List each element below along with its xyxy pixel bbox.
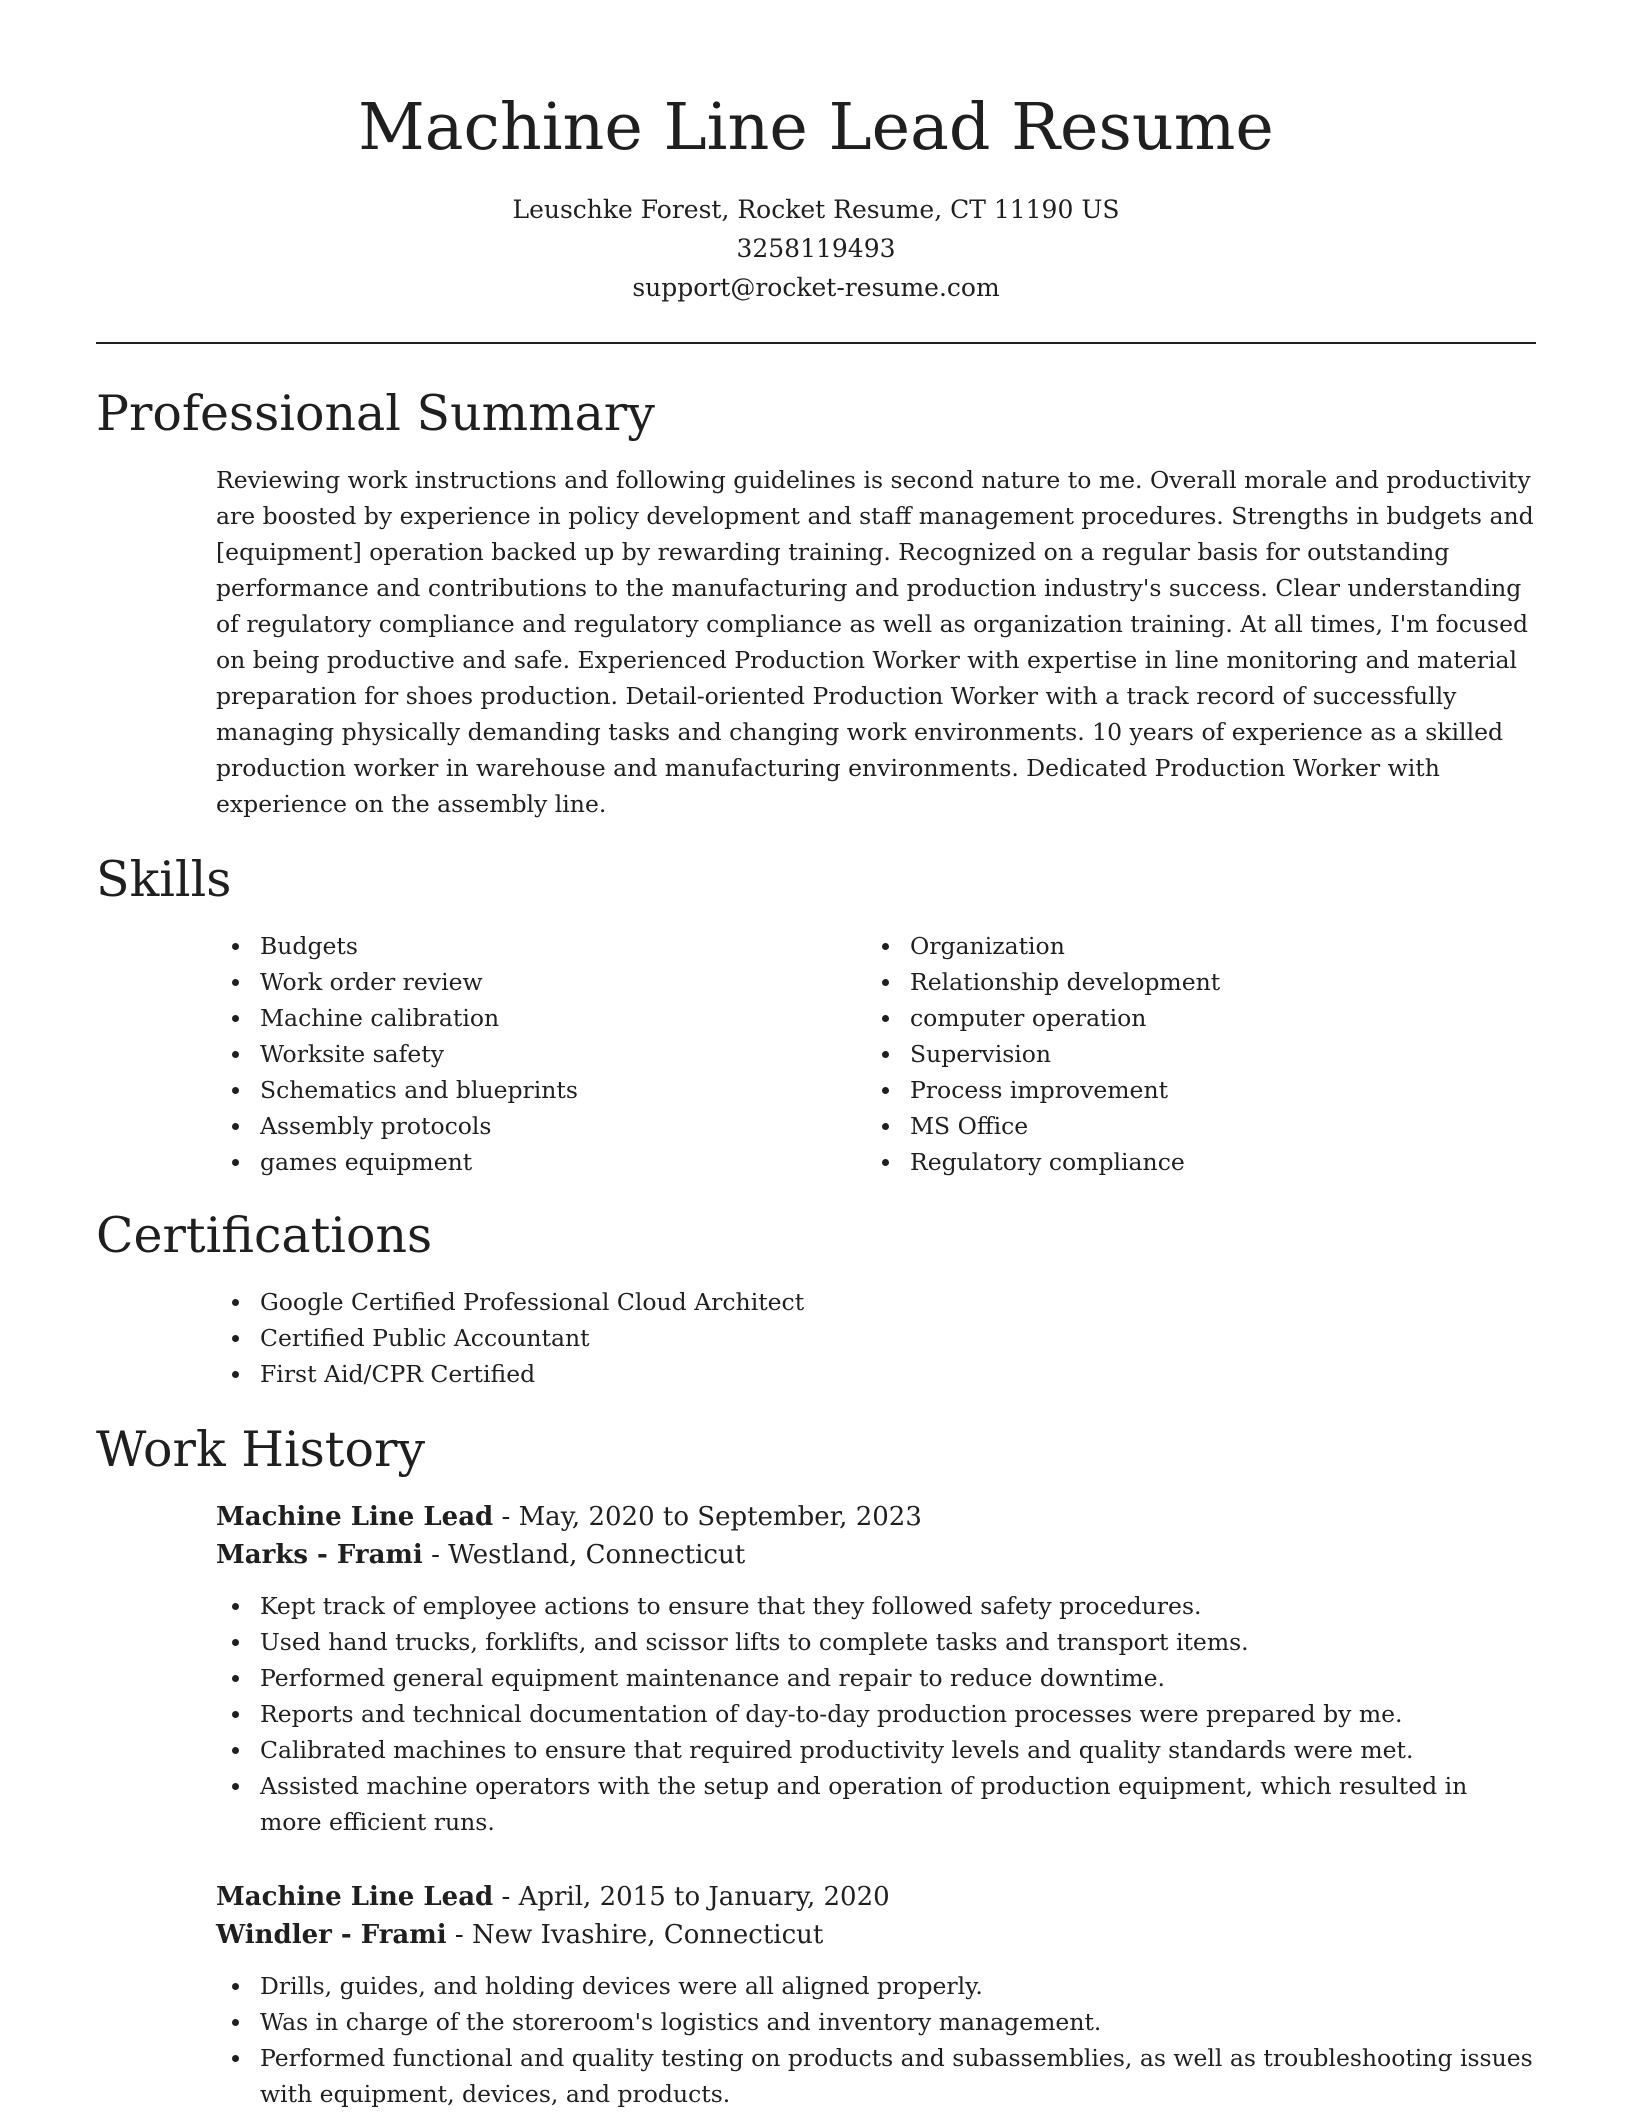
job-duty: Performed general equipment maintenance and repair to reduce downtime. xyxy=(216,1660,1536,1696)
skill-item: MS Office xyxy=(866,1108,1486,1144)
job-entry xyxy=(216,1498,1536,1840)
job-duty: Performed functional and quality testing on products and subassemblies, as well as troubleshooting issues with equipment, devices, and products. xyxy=(216,2040,1536,2112)
job-title: Machine Line Lead xyxy=(216,1882,494,1912)
skill-item: Regulatory compliance xyxy=(866,1144,1486,1180)
certifications-list xyxy=(216,1284,1536,1392)
job-company: Marks - Frami xyxy=(216,1540,423,1570)
job-duty: Reports and technical documentation of day-to-day production processes were prepared by me. xyxy=(216,1696,1536,1732)
skill-item: Supervision xyxy=(866,1036,1486,1072)
job-title: Machine Line Lead xyxy=(216,1502,494,1532)
job-duty: Drills, guides, and holding devices were all aligned properly. xyxy=(216,1968,1536,2004)
address: Leuschke Forest, Rocket Resume, CT 11190 US xyxy=(512,195,1120,224)
job-duty: Assisted machine operators with the setup and operation of production equipment, which resulted in more efficient runs. xyxy=(216,1768,1536,1840)
phone: 3258119493 xyxy=(736,234,896,263)
job-title-line xyxy=(216,1498,1536,1536)
skill-item: Machine calibration xyxy=(216,1000,836,1036)
job-duty: Used hand trucks, forklifts, and scissor lifts to complete tasks and transport items. xyxy=(216,1624,1536,1660)
skill-item: computer operation xyxy=(866,1000,1486,1036)
job-dates: - May, 2020 to September, 2023 xyxy=(493,1502,922,1532)
skill-item: Organization xyxy=(866,928,1486,964)
job-duty: Kept track of employee actions to ensure that they followed safety procedures. xyxy=(216,1588,1536,1624)
job-company: Windler - Frami xyxy=(216,1920,447,1950)
summary-heading: Professional Summary xyxy=(96,385,655,442)
certification-item: Certified Public Accountant xyxy=(216,1320,1536,1356)
certification-item: First Aid/CPR Certified xyxy=(216,1356,1536,1392)
skill-item: Process improvement xyxy=(866,1072,1486,1108)
job-duty: Was in charge of the storeroom's logistics and inventory management. xyxy=(216,2004,1536,2040)
job-title-line xyxy=(216,1878,1536,1916)
skill-item: Budgets xyxy=(216,928,836,964)
skill-item: Work order review xyxy=(216,964,836,1000)
resume-header xyxy=(0,0,1632,307)
job-company-line xyxy=(216,1916,1536,1954)
job-location: - New Ivashire, Connecticut xyxy=(446,1920,824,1950)
job-duty: Calibrated machines to ensure that required productivity levels and quality standards were met. xyxy=(216,1732,1536,1768)
job-dates: - April, 2015 to January, 2020 xyxy=(493,1882,890,1912)
certifications-heading: Certifications xyxy=(96,1207,433,1264)
skill-item: Worksite safety xyxy=(216,1036,836,1072)
skills-right-column xyxy=(866,928,1486,1180)
skill-item: Schematics and blueprints xyxy=(216,1072,836,1108)
skill-item: Assembly protocols xyxy=(216,1108,836,1144)
skill-item: games equipment xyxy=(216,1144,836,1180)
skills-left-column xyxy=(216,928,836,1180)
job-duties xyxy=(216,1968,1536,2112)
job-entry xyxy=(216,1878,1536,2112)
job-duties xyxy=(216,1588,1536,1840)
work-history-heading: Work History xyxy=(96,1421,426,1478)
skills-heading: Skills xyxy=(96,851,232,908)
resume-title: Machine Line Lead Resume xyxy=(358,90,1274,165)
job-company-line xyxy=(216,1536,1536,1574)
certification-item: Google Certified Professional Cloud Architect xyxy=(216,1284,1536,1320)
email: support@rocket-resume.com xyxy=(632,273,1000,302)
summary-text: Reviewing work instructions and following guidelines is second nature to me. Overall morale and productivity are boosted by experience in policy development and staff management procedures. Strengths in budgets and [equipment] operation backed up by rewarding training. Recognized on a regular basis for outstanding performance and contributions to the manufacturing and production industry's success. Clear understanding of regulatory compliance and regulatory compliance as well as organization training. At all times, I'm focused on being productive and safe. Experienced Production Worker with expertise in line monitoring and material preparation for shoes production. Detail-oriented Production Worker with a track record of successfully managing physically demanding tasks and changing work environments. 10 years of experience as a skilled production worker in warehouse and manufacturing environments. Dedicated Production Worker with experience on the assembly line. xyxy=(216,466,1534,818)
skill-item: Relationship development xyxy=(866,964,1486,1000)
header-divider xyxy=(96,342,1536,344)
job-location: - Westland, Connecticut xyxy=(422,1540,746,1570)
contact-info xyxy=(0,190,1632,307)
